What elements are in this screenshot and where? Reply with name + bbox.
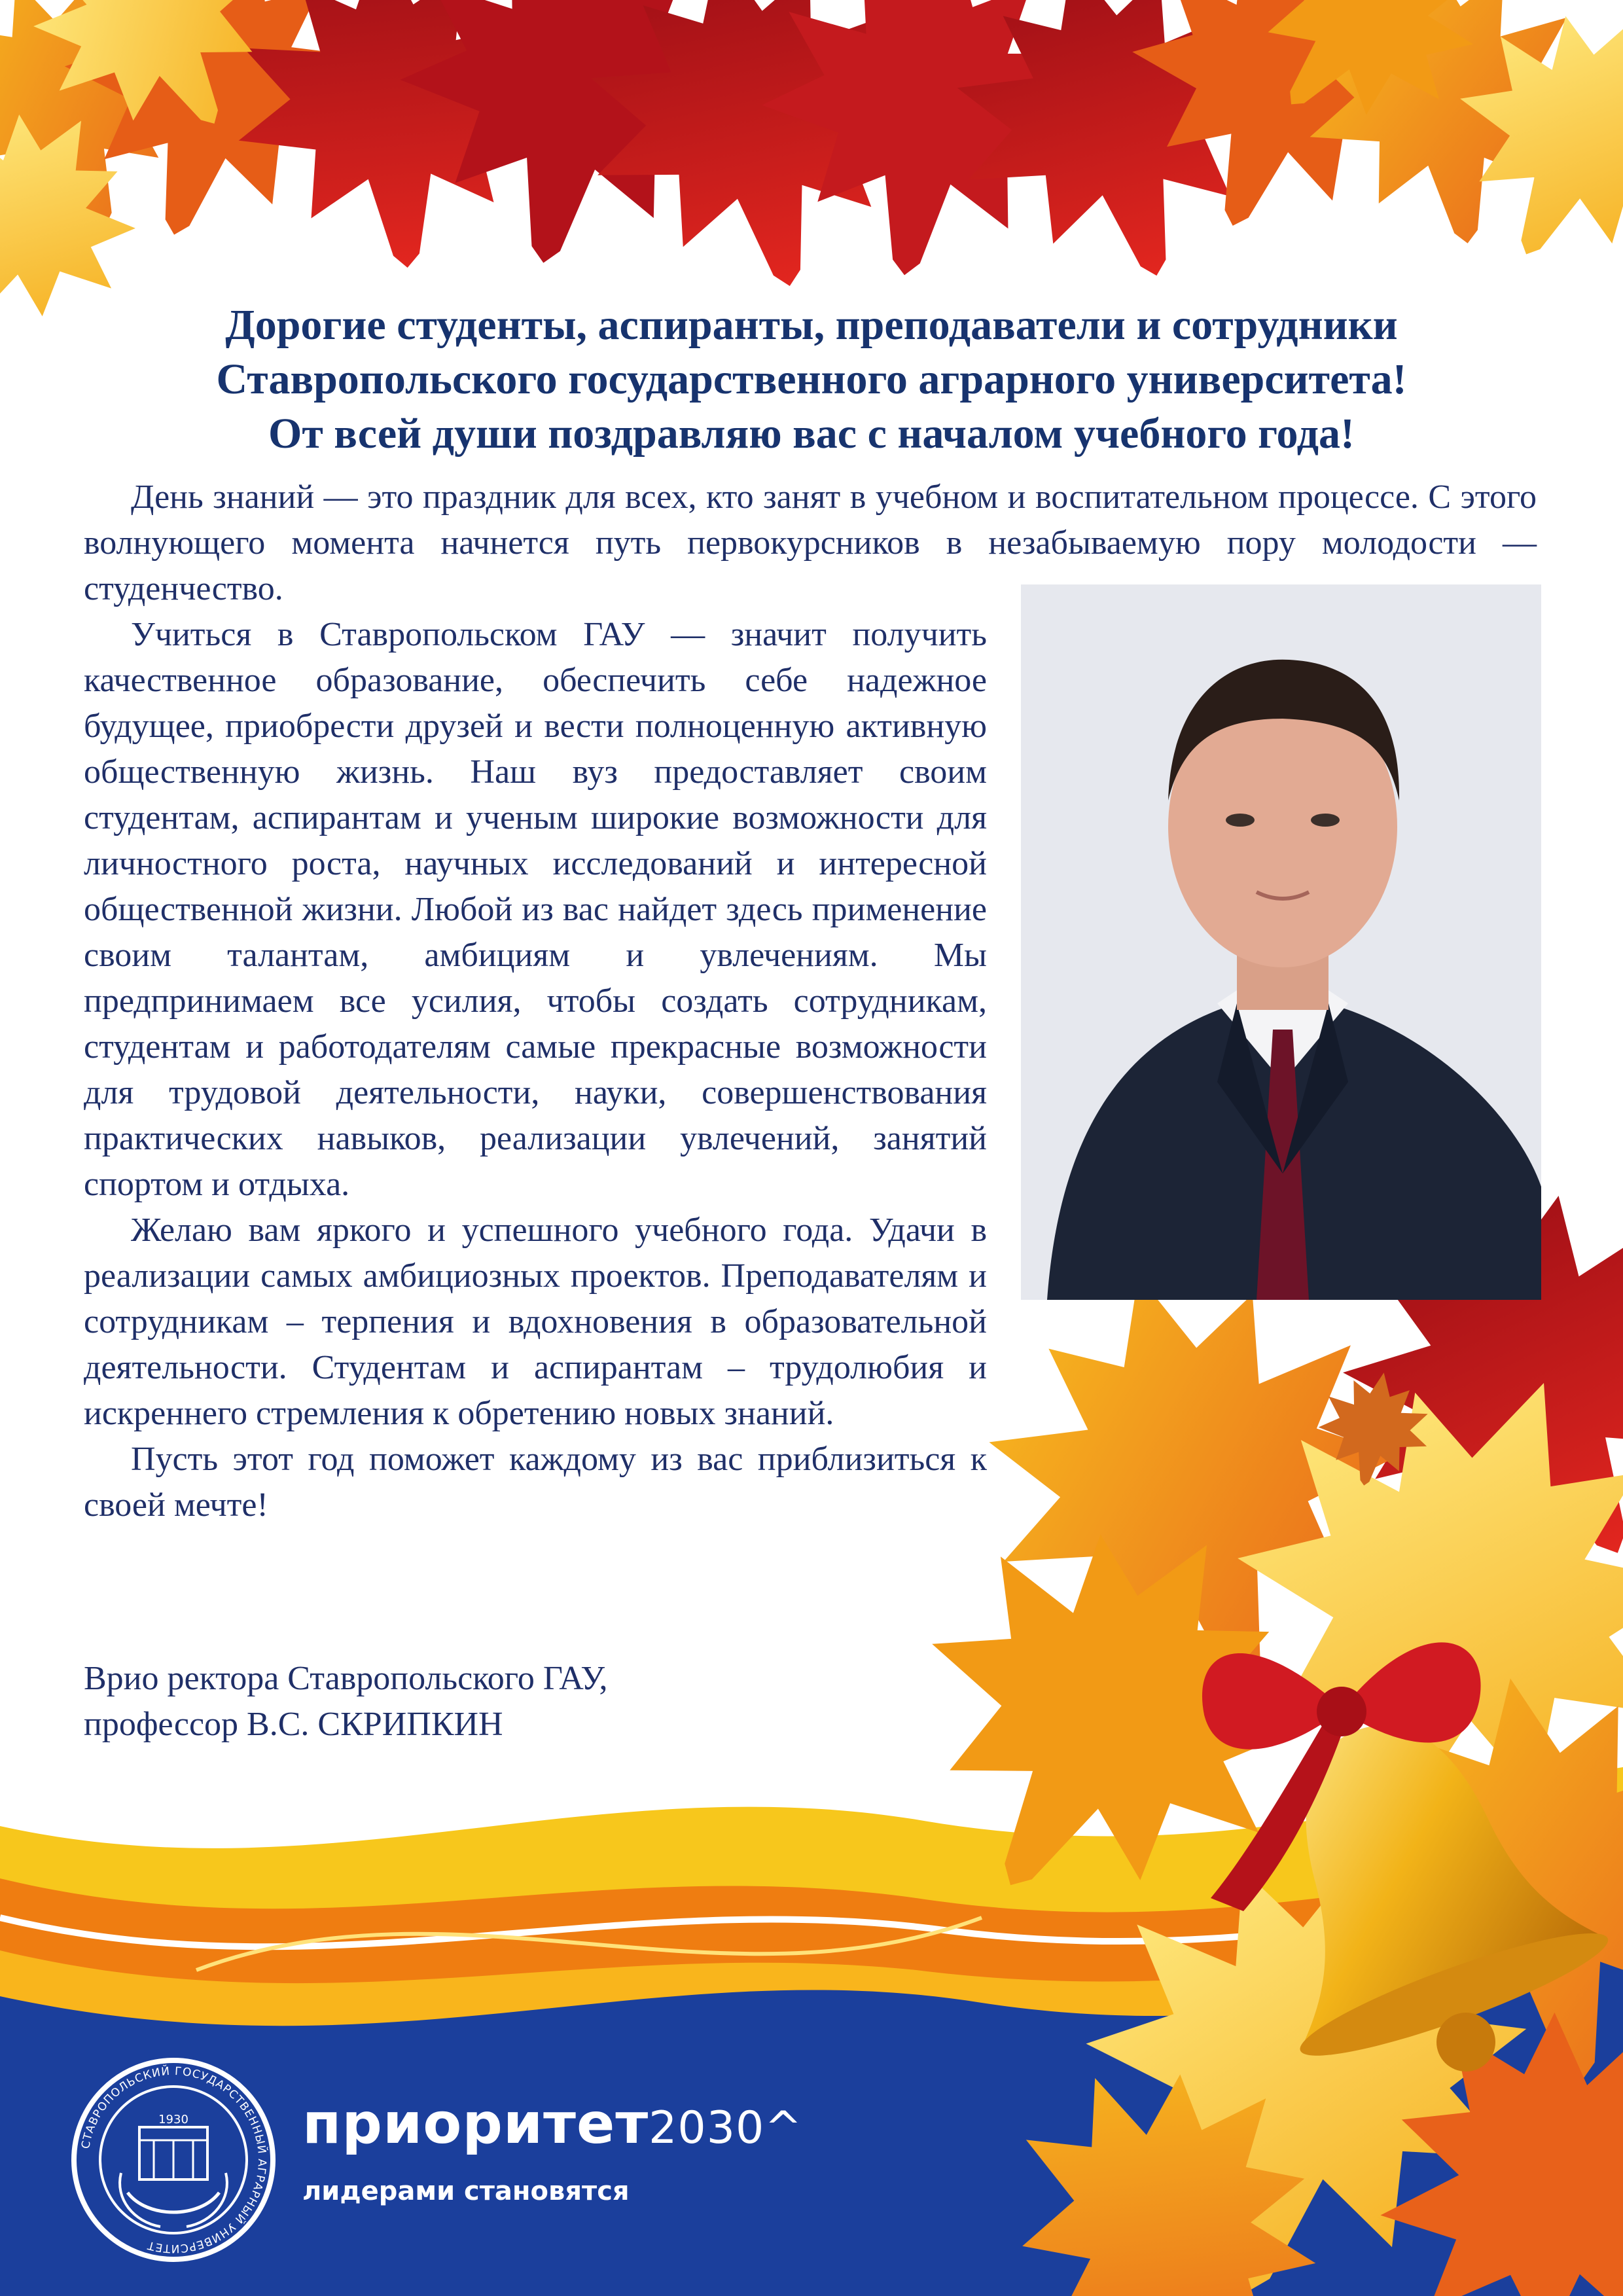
paragraph-3: Желаю вам яркого и успешного учебного года. Удачи в реализации самых амбициозных проектов. Преподавателям и сотрудникам – терпения и вдохновения в образовательной деятельности. Студентам и аспирантам – трудолюбия и искреннего стремления к обретению новых знаний. bbox=[84, 1211, 987, 1432]
brand-slogan: лидерами становятся bbox=[302, 2176, 630, 2206]
signature-line-2: профессор В.С. СКРИПКИН bbox=[84, 1706, 503, 1743]
paragraph-4: Пусть этот год поможет каждому из вас приблизиться к своей мечте! bbox=[84, 1441, 987, 1524]
heading-line-1: Дорогие студенты, аспиранты, преподаватели и сотрудники bbox=[225, 301, 1398, 349]
rector-portrait-photo bbox=[1021, 584, 1541, 1300]
brand-title bbox=[302, 2091, 803, 2158]
heading-line-2: Ставропольского государственного аграрного университета! bbox=[216, 355, 1407, 403]
brand-name: приоритет bbox=[302, 2091, 649, 2157]
brand-year: 2030^ bbox=[649, 2102, 803, 2154]
seal-year: 1930 bbox=[158, 2113, 188, 2126]
seal-ring-text: СТАВРОПОЛЬСКИЙ ГОСУДАРСТВЕННЫЙ АГРАРНЫЙ УНИВЕРСИТЕТ bbox=[79, 2064, 269, 2255]
paragraph-1: День знаний — это праздник для всех, кто занят в учебном и воспитательном процессе. С этого волнующего момента начнется путь первокурсников в незабываемую пору молодости — студенчество. bbox=[84, 478, 1537, 607]
paragraph-2: Учиться в Ставропольском ГАУ — значит получить качественное образование, обеспечить себе надежное будущее, приобрести друзей и вести полноценную активную общественную жизнь. Наш вуз предоставляет своим студентам, аспирантам и ученым широкие возможности для личностного роста, научных исследований и интересной общественной жизни. Любой из вас найдет здесь применение своим талантам, амбициям и увлечениям. Мы предпринимаем все усилия, чтобы создать сотрудникам, студентам и работодателям самые прекрасные возможности для трудовой деятельности, науки, совершенствования практических навыков, реализации увлечений, занятий спортом и отдыха. bbox=[84, 616, 987, 1203]
signature-line-1: Врио ректора Ставропольского ГАУ, bbox=[84, 1660, 608, 1697]
signature-block bbox=[84, 1656, 869, 1748]
greeting-heading bbox=[98, 298, 1525, 461]
university-seal-logo bbox=[69, 2055, 278, 2265]
heading-line-3: От всей души поздравляю вас с началом учебного года! bbox=[268, 410, 1355, 457]
main-text-column bbox=[84, 612, 987, 1528]
priority-2030-brand bbox=[302, 2091, 803, 2206]
